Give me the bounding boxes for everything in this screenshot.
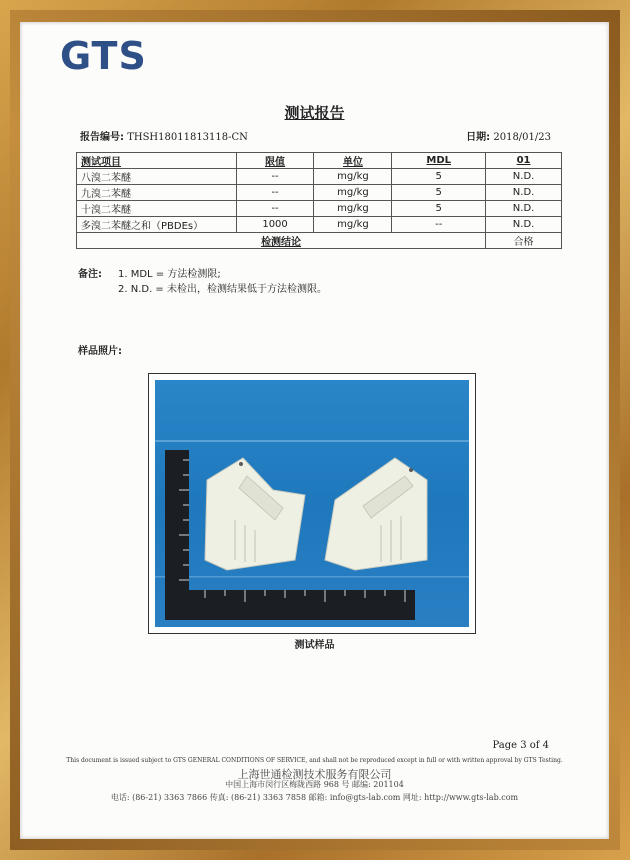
sample-photo xyxy=(155,380,469,627)
footer-contact: 电话: (86-21) 3363 7866 传真: (86-21) 3363 7858 邮箱: info@gts-lab.com 网址: http://www.gts-lab.com xyxy=(110,793,519,802)
header-sample-01: 01 xyxy=(486,153,562,169)
table-row xyxy=(77,185,562,201)
page-number: Page 3 of 4 xyxy=(492,740,549,751)
conclusion-value: 合格 xyxy=(486,233,562,249)
cell-limit: -- xyxy=(236,169,314,185)
results-table xyxy=(76,152,562,249)
notes-section xyxy=(78,267,327,297)
report-number xyxy=(80,128,248,143)
table-header-row xyxy=(77,153,562,169)
cell-unit: mg/kg xyxy=(314,217,392,233)
cell-unit: mg/kg xyxy=(314,185,392,201)
table-row xyxy=(77,201,562,217)
cell-limit: 1000 xyxy=(236,217,314,233)
note-item: 2. N.D. = 未检出，检测结果低于方法检测限。 xyxy=(118,284,327,295)
gts-logo: GTS xyxy=(60,34,147,78)
cell-limit: -- xyxy=(236,201,314,217)
report-title: 测试报告 xyxy=(284,104,345,122)
cell-result: N.D. xyxy=(486,217,562,233)
table-row xyxy=(77,217,562,233)
cell-mdl: 5 xyxy=(392,185,486,201)
header-unit: 单位 xyxy=(314,153,392,169)
sample-photo-label: 样品照片: xyxy=(78,346,122,357)
report-page xyxy=(20,22,609,839)
footer-company-name: 上海世通检测技术服务有限公司 xyxy=(237,768,392,781)
conclusion-label: 检测结论 xyxy=(77,233,486,249)
cell-item: 多溴二苯醚之和（PBDEs） xyxy=(77,217,237,233)
note-item: 1. MDL = 方法检测限; xyxy=(118,269,221,280)
report-date xyxy=(466,128,551,143)
notes-label: 备注: xyxy=(78,269,102,280)
header-limit: 限值 xyxy=(236,153,314,169)
cell-result: N.D. xyxy=(486,169,562,185)
report-number-value: THSH18011813118-CN xyxy=(127,132,248,143)
sample-photo-image xyxy=(155,380,469,627)
header-test-item: 测试项目 xyxy=(77,153,237,169)
footer-address: 中国上海市闵行区梅陇西路 968 号 邮编: 201104 xyxy=(225,780,404,789)
sample-photo-frame xyxy=(148,373,476,634)
sample-photo-caption: 测试样品 xyxy=(294,640,335,651)
conclusion-row xyxy=(77,233,562,249)
footer-notice: This document is issued subject to GTS GENERAL CONDITIONS OF SERVICE, and shall not be reproduced except in full or with written approval by GTS Testing. xyxy=(66,757,563,764)
cell-item: 九溴二苯醚 xyxy=(77,185,237,201)
cell-mdl: 5 xyxy=(392,169,486,185)
cell-unit: mg/kg xyxy=(314,169,392,185)
cell-limit: -- xyxy=(236,185,314,201)
cell-item: 八溴二苯醚 xyxy=(77,169,237,185)
report-date-label: 日期: xyxy=(466,132,491,143)
cell-result: N.D. xyxy=(486,185,562,201)
cell-mdl: 5 xyxy=(392,201,486,217)
cell-unit: mg/kg xyxy=(314,201,392,217)
table-row xyxy=(77,169,562,185)
cell-item: 十溴二苯醚 xyxy=(77,201,237,217)
cell-result: N.D. xyxy=(486,201,562,217)
report-date-value: 2018/01/23 xyxy=(493,132,551,143)
header-mdl: MDL xyxy=(392,153,486,169)
cell-mdl: -- xyxy=(392,217,486,233)
report-number-label: 报告编号: xyxy=(80,132,124,143)
